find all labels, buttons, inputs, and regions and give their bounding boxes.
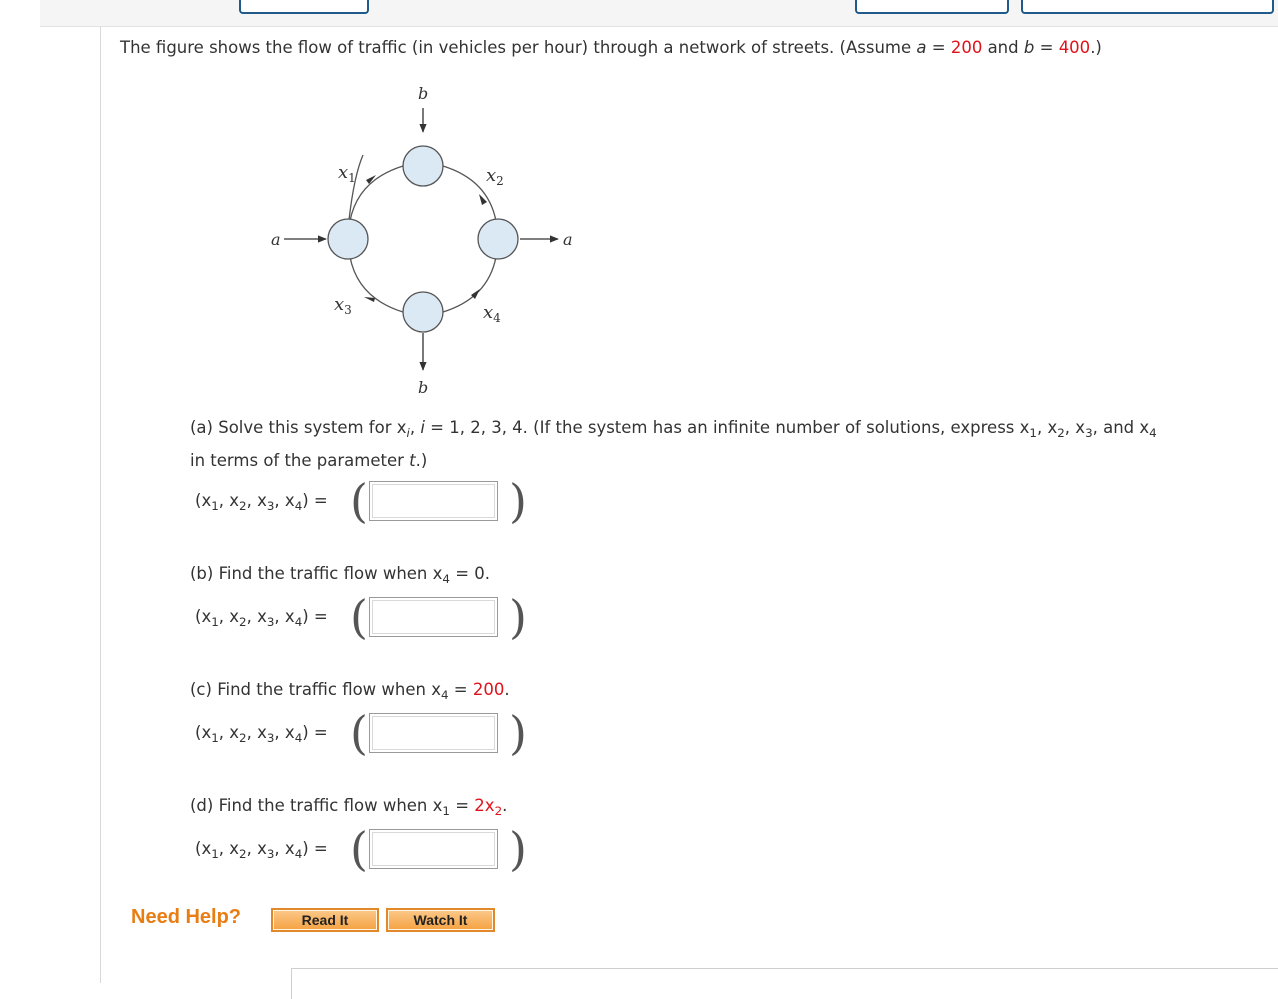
intersection-right xyxy=(478,219,518,259)
part-d-prefix: (d) Find the traffic flow when xyxy=(190,796,433,815)
var-x1: x xyxy=(1019,418,1030,437)
top-button-middle[interactable] xyxy=(855,0,1009,14)
sub: 2 xyxy=(1057,426,1065,441)
equals-sign: = xyxy=(448,680,473,699)
paren-right: ) xyxy=(509,474,527,528)
b-value: 400 xyxy=(1058,38,1091,57)
intro-suffix: .) xyxy=(1090,38,1102,57)
var-x: x xyxy=(396,418,407,437)
paren-right: ) xyxy=(509,822,527,876)
answer-input-c[interactable] xyxy=(369,713,498,753)
part-a-text-line2 xyxy=(190,451,427,471)
sub-i: i xyxy=(406,426,410,441)
answer-label: ($x_1$, $x_2$, $x_3$, $x_4$) = xyxy=(195,491,328,514)
var-x1: x xyxy=(432,796,443,815)
answer-label: ($x_1$, $x_2$, $x_3$, $x_4$) = xyxy=(195,723,328,746)
var-i: i xyxy=(420,418,425,437)
equals-sign: = xyxy=(926,38,951,57)
watch-it-button[interactable]: Watch It xyxy=(386,908,495,932)
label-right-a: a xyxy=(563,230,573,249)
top-button-right[interactable] xyxy=(1021,0,1274,14)
answer-input-b[interactable] xyxy=(369,597,498,637)
need-help-label: Need Help? xyxy=(131,906,242,928)
sub: 4 xyxy=(1149,426,1157,441)
label-bottom-b: b xyxy=(418,378,429,397)
var-x4: x xyxy=(1139,418,1150,437)
part-c-prefix: (c) Find the traffic flow when xyxy=(190,680,432,699)
label-x3: $x_3$ xyxy=(334,294,352,317)
paren-right: ) xyxy=(509,590,527,644)
paren-right: ) xyxy=(509,706,527,760)
part-b-suffix: = 0. xyxy=(449,564,491,583)
arc-x3-line xyxy=(350,257,403,312)
part-a-line2-suffix: .) xyxy=(415,451,428,470)
question-intro xyxy=(120,38,1102,58)
and-word: and xyxy=(982,38,1024,57)
sub: 3 xyxy=(1085,426,1093,441)
answer-input-a[interactable] xyxy=(369,481,498,521)
var-x2: x xyxy=(1047,418,1058,437)
traffic-network-figure xyxy=(250,80,610,410)
a-value: 200 xyxy=(950,38,983,57)
comma: , xyxy=(1036,418,1048,437)
paren-left: ( xyxy=(350,706,368,760)
part-d-value: 2x xyxy=(474,796,495,815)
intro-prefix: The figure shows the flow of traffic (in vehicles per hour) through a network of streets. (Assume xyxy=(120,38,917,57)
var-a: a xyxy=(916,38,927,57)
intersection-top xyxy=(403,146,443,186)
sub: 4 xyxy=(441,688,449,703)
top-button-left[interactable] xyxy=(239,0,369,14)
equals-sign: = xyxy=(449,796,475,815)
part-a-prefix: (a) Solve this system for xyxy=(190,418,397,437)
intersection-bottom xyxy=(403,292,443,332)
comma: , xyxy=(1064,418,1076,437)
arc-x1-line xyxy=(350,166,403,221)
part-d-text xyxy=(190,796,508,819)
part-a-line2-prefix: in terms of the parameter xyxy=(190,451,410,470)
answer-label: ($x_1$, $x_2$, $x_3$, $x_4$) = xyxy=(195,607,328,630)
arrow-x3 xyxy=(364,297,375,302)
sub: 1 xyxy=(1029,426,1037,441)
label-x1: $x_1$ xyxy=(338,162,356,185)
part-a-suffix: = 1, 2, 3, 4. (If the system has an infinite number of solutions, express xyxy=(424,418,1020,437)
var-x4: x xyxy=(432,564,443,583)
period: . xyxy=(504,680,510,699)
label-top-b: b xyxy=(418,84,429,103)
label-x2: $x_2$ xyxy=(486,165,504,188)
sub: 4 xyxy=(442,572,450,587)
label-left-a: a xyxy=(271,230,281,249)
next-section-box xyxy=(291,968,1278,999)
read-it-button[interactable]: Read It xyxy=(271,908,379,932)
part-b-text xyxy=(190,564,491,587)
sub: 1 xyxy=(442,804,450,819)
var-x3: x xyxy=(1075,418,1086,437)
arc-x1 xyxy=(349,155,363,220)
var-b: b xyxy=(1023,38,1035,57)
part-d-value-sub: 2 xyxy=(494,804,503,819)
label-x4: $x_4$ xyxy=(483,302,501,325)
comma: , xyxy=(409,418,421,437)
equals-sign: = xyxy=(1034,38,1059,57)
intersection-left xyxy=(328,219,368,259)
part-a-text-line1 xyxy=(190,418,1157,441)
period: . xyxy=(502,796,508,815)
var-x4: x xyxy=(431,680,441,699)
part-c-value: 200 xyxy=(472,680,505,699)
part-c-text xyxy=(190,680,510,703)
paren-left: ( xyxy=(350,474,368,528)
paren-left: ( xyxy=(350,822,368,876)
paren-left: ( xyxy=(350,590,368,644)
answer-label: ($x_1$, $x_2$, $x_3$, $x_4$) = xyxy=(195,839,328,862)
and-text: , and xyxy=(1092,418,1140,437)
answer-input-d[interactable] xyxy=(369,829,498,869)
part-b-prefix: (b) Find the traffic flow when xyxy=(190,564,433,583)
var-t: t xyxy=(409,451,416,470)
content-left-border xyxy=(100,27,101,983)
